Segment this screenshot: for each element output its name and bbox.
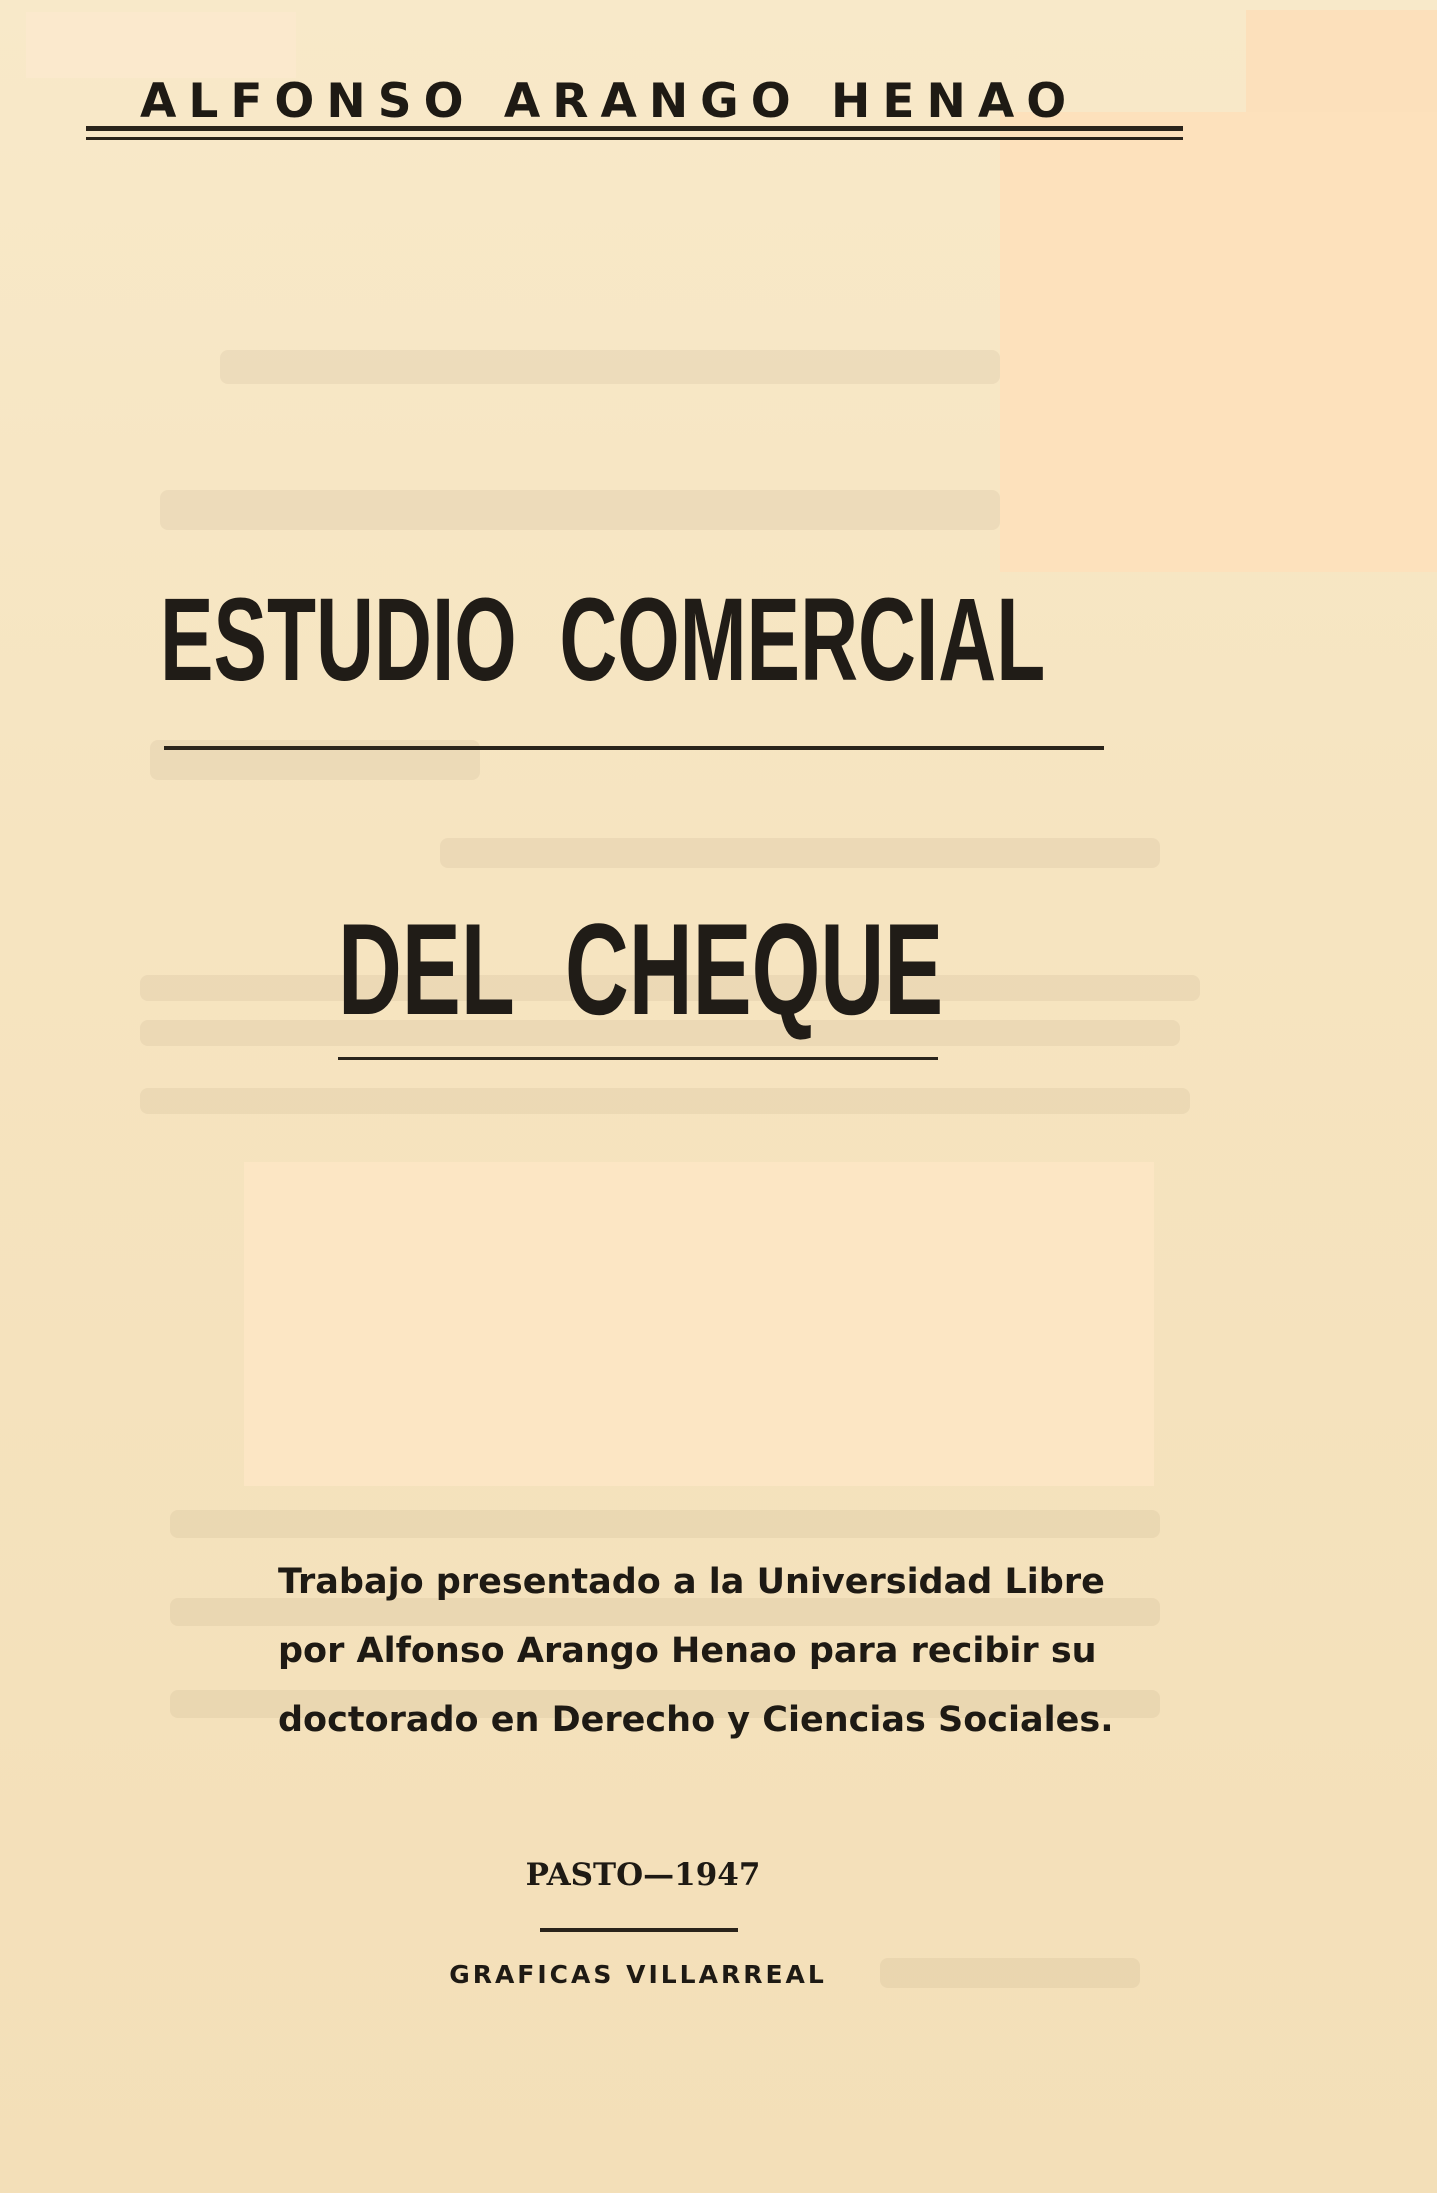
- title-line-2-underline: [338, 1057, 938, 1060]
- title-line-1: ESTUDIO COMERCIAL: [160, 574, 1046, 706]
- thesis-description-line: Trabajo presentado a la Universidad Libre: [278, 1562, 1105, 1602]
- title-line-2: DEL CHEQUE: [338, 896, 944, 1042]
- thesis-description-line: doctorado en Derecho y Ciencias Sociales.: [278, 1700, 1114, 1740]
- place-and-year: PASTO—1947: [525, 1857, 761, 1893]
- title-line-1-underline: [164, 746, 1104, 750]
- thesis-description: [278, 1548, 1218, 1755]
- thesis-description-line: por Alfonso Arango Henao para recibir su: [278, 1631, 1097, 1671]
- place-underline: [540, 1928, 738, 1932]
- printer-name: GRAFICAS VILLARREAL: [449, 1960, 827, 1989]
- author-name: ALFONSO ARANGO HENAO: [140, 74, 1079, 129]
- author-underline: [86, 126, 1183, 140]
